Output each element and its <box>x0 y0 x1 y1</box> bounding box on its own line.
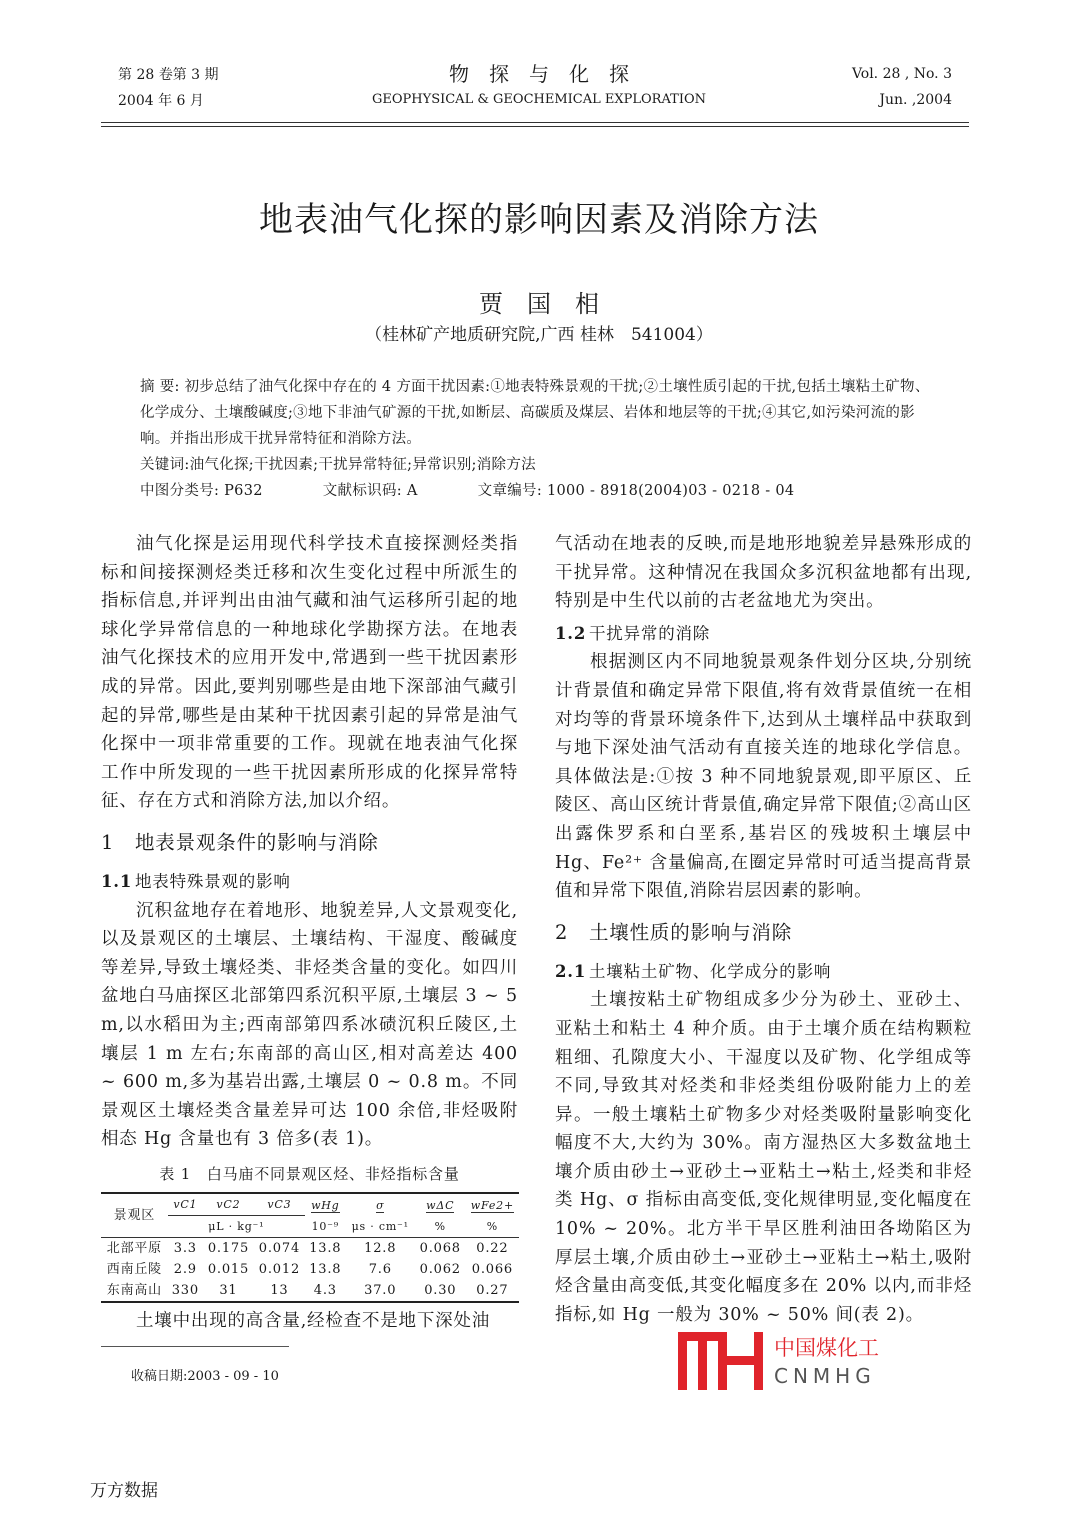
left-column <box>101 530 518 1336</box>
subsection-heading-1-1 <box>101 868 518 897</box>
table-cell: 北部平原 <box>106 1241 162 1257</box>
paragraph: 沉积盆地存在着地形、地貌差异,人文景观变化,以及景观区的土壤层、土壤结构、干湿度、酸碱度等差异,导致土壤烃类、非烃类含量的变化。如四川盆地白马庙探区北部第四系沉积平原,土壤层 3 ~ 5 m,以水稻田为主;西南部第四系冰碛沉积丘陵区,土壤层 1 m 左右;东南部的高山区,相对高差达 400 ~ 600 m,多为基岩出露,土壤层 0 ~ 0.8 m。不同景观区土壤烃类含量差异可达 100 余倍,非烃吸附相态 Hg 含量也有 3 倍多(表 1)。 <box>101 900 518 1150</box>
section-number: 1.2 <box>555 623 587 643</box>
right-column <box>555 530 972 1329</box>
abstract-text: 初步总结了油气化探中存在的 4 方面干扰因素:①地表特殊景观的干扰;②土壤性质引起的干扰,包括土壤粘土矿物、化学成分、土壤酸碱度;③地下非油气矿源的干扰,如断层、高碳质及煤层、岩体和地层等的干扰;④其它,如污染河流的影响。并指出形成干扰异常特征和消除方法。 <box>140 379 930 447</box>
article-number-label: 文章编号: <box>477 483 543 499</box>
table-cell: 0.30 <box>424 1283 457 1299</box>
table-cell: 0.068 <box>419 1241 461 1257</box>
table-cell: 0.074 <box>258 1241 301 1257</box>
table-cell: 0.27 <box>476 1283 509 1299</box>
table-cell: 4.3 <box>313 1283 337 1299</box>
intro-paragraph: 油气化探是运用现代科学技术直接探测烃类指标和间接探测烃类迁移和次生变化过程中所派生的指标信息,并评判出由油气藏和油气运移所引起的地球化学异常信息的一种地球化学勘探方法。在地表油气化探技术的应用开发中,常遇到一些干扰因素形成的异常。因此,要判别哪些是由地下深部油气藏引起的异常,哪些是由某种干扰因素引起的异常是油气化探中一项非常重要的工作。现就在地表油气化探工作中所发现的一些干扰因素所形成的化探异常特征、存在方式和消除方法,加以介绍。 <box>101 534 518 812</box>
unit-label: % <box>434 1220 446 1234</box>
table-cell: 0.175 <box>207 1241 250 1257</box>
unit-label: 10⁻⁹ <box>311 1220 339 1234</box>
subsection-heading-2-1 <box>555 958 972 987</box>
table-cell: 31 <box>219 1283 238 1299</box>
received-date: 收稿日期:2003 - 09 - 10 <box>131 1369 279 1384</box>
table-row <box>101 1280 519 1302</box>
paragraph: 气活动在地表的反映,而是地形地貌差异悬殊形成的干扰异常。这种情况在我国众多沉积盆地都有出现,特别是中生代以前的古老盆地尤为突出。 <box>555 534 972 612</box>
paragraph: 根据测区内不同地貌景观条件划分区块,分别统计背景值和确定异常下限值,将有效背景值统一在相对均等的背景环境条件下,达到从土壤样品中获取到与地下深处油气活动有直接关连的地球化学信息。具体做法是:①按 3 种不同地貌景观,即平原区、丘陵区、高山区统计背景值,确定异常下限值;②高山区出露侏罗系和白垩系,基岩区的残坡积土壤层中 Hg、Fe²⁺ 含量偏高,在圈定异常时可适当提高背景值和异常下限值,消除岩层因素的影响。 <box>555 652 972 902</box>
table-cell: 37.0 <box>364 1283 397 1299</box>
affiliation: （桂林矿产地质研究院,广西 桂林 541004） <box>365 325 713 345</box>
watermark-logo-icon <box>678 1332 768 1390</box>
section-number: 2 <box>555 920 569 944</box>
table-row <box>101 1259 519 1280</box>
table-cell: 东南高山 <box>106 1283 162 1299</box>
column-header-landscape: 景观区 <box>113 1208 156 1224</box>
abstract-block <box>140 374 935 504</box>
unit-label: % <box>486 1220 499 1234</box>
table-cell: 0.22 <box>476 1241 509 1257</box>
paragraph: 土壤按粘土矿物组成多少分为砂土、亚砂土、亚粘土和粘土 4 种介质。由于土壤介质在结构颗粒粗细、孔隙度大小、干湿度以及矿物、化学组成等不同,导致其对烃类和非烃类组份吸附能力上的差异。一般土壤粘土矿物多少对烃类吸附量影响变化幅度不大,大约为 30%。南方湿热区大多数盆地土壤介质由砂土→亚砂土→亚粘土→粘土,烃类和非烃类 Hg、σ 指标由高变低,变化规律明显,变化幅度在 10% ~ 20%。北方半干旱区胜利油田各坳陷区为厚层土壤,介质由砂土→亚砂土→亚粘土→粘土,吸附烃含量由高变低,其变化幅度多在 20% 以内,而非烃指标,如 Hg 一般为 30% ~ 50% 间(表 2)。 <box>555 990 972 1325</box>
watermark-text-en: CNMHG <box>774 1364 876 1388</box>
column-header: σ <box>376 1198 385 1212</box>
table-cell: 2.9 <box>173 1262 197 1278</box>
table-cell: 13.8 <box>309 1241 342 1257</box>
section-heading-2 <box>555 916 972 950</box>
keywords: 油气化探;干扰因素;干扰异常特征;异常识别;消除方法 <box>189 457 536 473</box>
footer-source: 万方数据 <box>90 1481 158 1501</box>
column-header: wFe2+ <box>470 1198 514 1212</box>
footnote-rule <box>101 1346 289 1347</box>
column-header: vC2 <box>216 1198 241 1212</box>
section-title: 干扰异常的消除 <box>589 623 711 643</box>
section-title: 土壤粘土矿物、化学成分的影响 <box>589 961 832 981</box>
table-cell: 西南丘陵 <box>106 1262 162 1278</box>
volume-en: Vol. 28 , No. 3 <box>851 66 952 82</box>
table-cell: 0.015 <box>207 1262 250 1278</box>
keywords-label: 关键词: <box>140 457 190 473</box>
clc-number: P632 <box>224 483 263 499</box>
table-cell: 0.062 <box>419 1262 461 1278</box>
column-header: wHg <box>311 1198 340 1212</box>
abstract-label: 摘 要: <box>140 379 180 395</box>
table-cell: 3.3 <box>173 1241 197 1257</box>
data-table-1 <box>101 1192 519 1303</box>
table-cell: 0.066 <box>471 1262 513 1278</box>
paragraph: 土壤中出现的高含量,经检查不是地下深处油 <box>136 1311 491 1332</box>
paper-title: 地表油气化探的影响因素及消除方法 <box>259 200 819 240</box>
table-row <box>101 1238 519 1260</box>
clc-label: 中图分类号: <box>140 483 220 499</box>
column-header: vC3 <box>267 1198 292 1212</box>
table-cell: 0.012 <box>258 1262 301 1278</box>
header-rule <box>101 126 969 127</box>
section-number: 1.1 <box>101 871 133 891</box>
date-en: Jun. ,2004 <box>879 92 952 108</box>
table-cell: 7.6 <box>368 1262 392 1278</box>
section-number: 1 <box>101 830 115 854</box>
table-cell: 330 <box>171 1283 199 1299</box>
doc-code-label: 文献标识码: <box>322 483 402 499</box>
issue-number: 第 28 卷第 3 期 <box>118 67 219 83</box>
section-number: 2.1 <box>555 961 587 981</box>
issue-date: 2004 年 6 月 <box>118 93 204 109</box>
table-cell: 13 <box>270 1283 289 1299</box>
column-header: vC1 <box>173 1198 198 1212</box>
subsection-heading-1-2 <box>555 620 972 649</box>
journal-title-en: GEOPHYSICAL & GEOCHEMICAL EXPLORATION <box>372 92 706 107</box>
header-rule <box>101 122 969 123</box>
author: 贾 国 相 <box>479 290 599 318</box>
watermark-text-cn: 中国煤化工 <box>774 1336 879 1360</box>
section-title: 土壤性质的影响与消除 <box>589 920 793 944</box>
section-title: 地表特殊景观的影响 <box>135 871 291 891</box>
unit-label: μL · kg⁻¹ <box>208 1220 265 1234</box>
section-heading-1 <box>101 826 518 860</box>
journal-title-cn: 物 探 与 化 探 <box>449 62 629 86</box>
table-cell: 13.8 <box>309 1262 342 1278</box>
unit-label: μs · cm⁻¹ <box>351 1220 409 1234</box>
article-number: 1000 - 8918(2004)03 - 0218 - 04 <box>546 483 795 499</box>
doc-code: A <box>406 483 418 499</box>
table-cell: 12.8 <box>364 1241 397 1257</box>
section-title: 地表景观条件的影响与消除 <box>135 830 379 854</box>
column-header: wΔC <box>426 1198 455 1212</box>
table-caption: 表 1 白马庙不同景观区烃、非烃指标含量 <box>159 1164 460 1183</box>
